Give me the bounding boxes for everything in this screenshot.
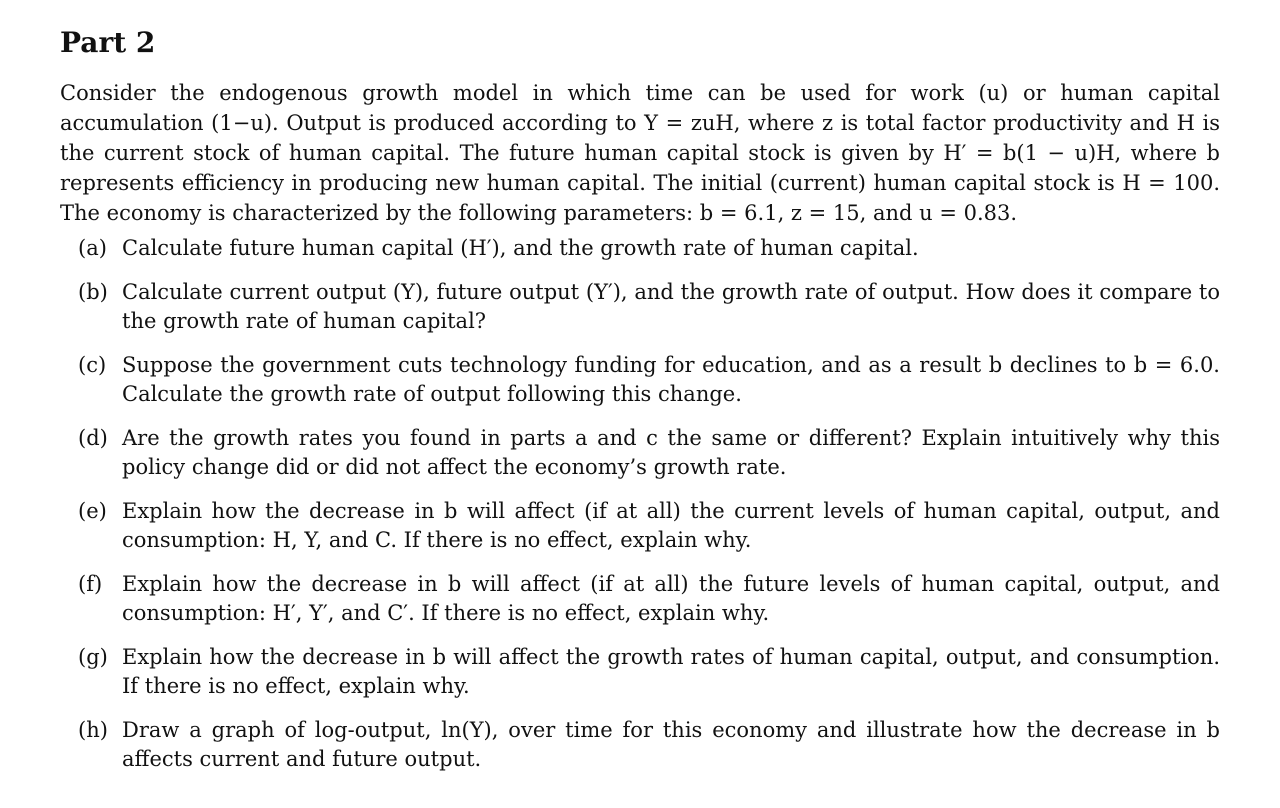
question-f — [60, 570, 1220, 628]
question-label: (c) — [78, 353, 107, 377]
question-label: (e) — [78, 499, 107, 523]
part-title: Part 2 — [60, 26, 156, 59]
question-text: Calculate current output (Y), future output (Y′), and the growth rate of output. How does it compare to the growth rate of human capital? — [122, 280, 1220, 333]
question-text: Suppose the government cuts technology funding for education, and as a result b declines to b = 6.0. Calculate the growth rate of output following this change. — [122, 353, 1220, 406]
question-label: (f) — [78, 572, 103, 596]
question-d — [60, 424, 1220, 482]
question-c — [60, 351, 1220, 409]
question-label: (b) — [78, 280, 108, 304]
question-b — [60, 278, 1220, 336]
question-text: Calculate future human capital (H′), and the growth rate of human capital. — [122, 236, 919, 260]
question-text: Are the growth rates you found in parts a and c the same or different? Explain intuitively why this policy change did or did not affect the economy’s growth rate. — [122, 426, 1220, 479]
question-a — [60, 234, 1220, 263]
question-text: Draw a graph of log-output, ln(Y), over time for this economy and illustrate how the decrease in b affects current and future output. — [122, 718, 1220, 771]
question-label: (g) — [78, 645, 108, 669]
question-label: (d) — [78, 426, 108, 450]
question-g — [60, 643, 1220, 701]
problem-intro: Consider the endogenous growth model in which time can be used for work (u) or human capital accumulation (1−u). Output is produced according to Y = zuH, where z is total factor productivity and H is the current stock of human capital. The future human capital stock is given by H′ = b(1 − u)H, where b represents efficiency in producing new human capital. The initial (current) human capital stock is H = 100. The economy is characterized by the following parameters: b = 6.1, z = 15, and u = 0.83. — [60, 81, 1220, 225]
question-list — [60, 234, 1220, 789]
question-e — [60, 497, 1220, 555]
question-label: (h) — [78, 718, 108, 742]
question-h — [60, 716, 1220, 774]
question-text: Explain how the decrease in b will affect the growth rates of human capital, output, and consumption. If there is no effect, explain why. — [122, 645, 1220, 698]
question-label: (a) — [78, 236, 107, 260]
question-text: Explain how the decrease in b will affect (if at all) the current levels of human capital, output, and consumption: H, Y, and C. If there is no effect, explain why. — [122, 499, 1220, 552]
question-text: Explain how the decrease in b will affect (if at all) the future levels of human capital, output, and consumption: H′, Y′, and C′. If there is no effect, explain why. — [122, 572, 1220, 625]
